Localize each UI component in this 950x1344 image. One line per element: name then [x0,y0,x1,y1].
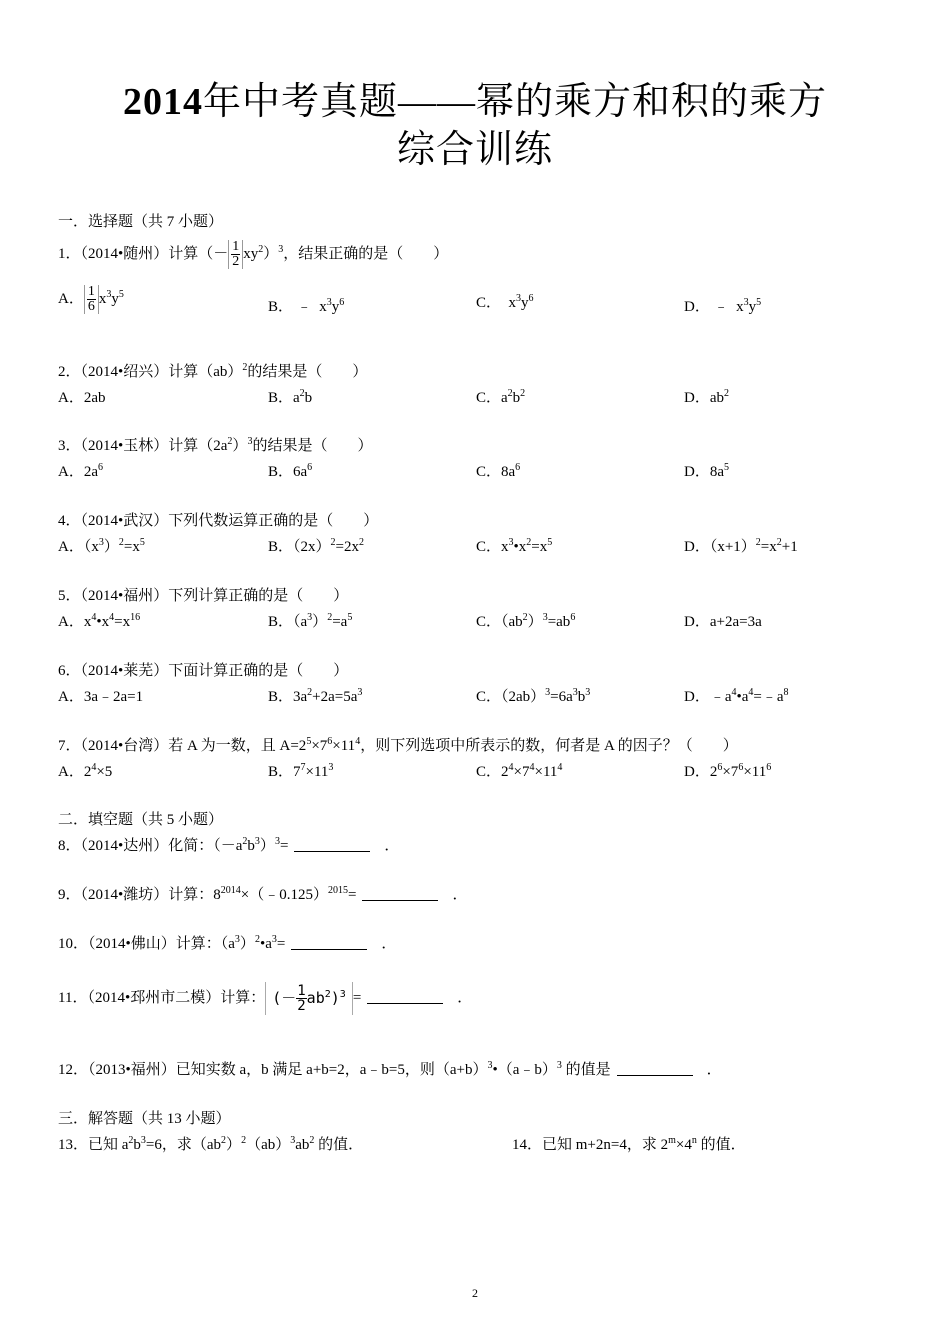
q7-option-d: D．$2^6\times 7^6\times 11^6$ [684,762,772,780]
q4-option-a: A．$(x^3)^2=x^5$ [58,537,145,555]
section-heading-choice: 一．选择题（共 7 小题） [58,214,224,230]
q1-option-b: B． ﹣ $x^3y^6$ [268,297,345,315]
question-12: 12．（2013•福州）已知实数 a，b 满足 a+b=2，a﹣b=5，则$(a+b)^3•(a﹣b)^3$ 的值是 ． [58,1060,722,1078]
q2-option-d: D．$ab^2$ [684,388,729,406]
answer-blank[interactable] [617,1061,693,1076]
question-10: 10．（2014•佛山）计算：$(a^3)^2•a^3=$ ． [58,934,397,952]
question-1: 1．（2014•随州）计算（－ $\frac{1}{2}$ $xy^2)^3$，结果正确的是（ ） [58,239,449,269]
q4-option-b: B．$(2x)^2=2x^2$ [268,537,364,555]
q2-option-b: B．$a^2b$ [268,388,313,406]
question-2: 2．（2014•绍兴）计算（ab）$^2$的结果是（ ） [58,362,368,380]
q5-option-b: B．$(a^3)^2=a^5$ [268,612,353,630]
answer-blank[interactable] [291,935,367,950]
q1-option-d: D． ﹣ $x^3y^5$ [684,297,762,315]
question-4: 4．（2014•武汉）下列代数运算正确的是（ ） [58,513,379,529]
q1-option-a: A． $\frac{1}{6}$ $x^3y^5$ [58,284,124,314]
title-year: 2014 [122,81,203,123]
question-6: 6．（2014•莱芜）下面计算正确的是（ ） [58,663,349,679]
title-text: 年中考真题——幂的乘方和积的乘方 [202,81,827,123]
page-title [0,70,950,125]
q3-option-c: C．$8a^6$ [476,462,521,480]
q3-option-b: B．$6a^6$ [268,462,313,480]
question-11: 11．（2014•邳州市二模）计算： (－ $\frac{1}{2}$ $ab^2)^3$ = ． [58,983,473,1014]
q6-option-a: A．3a﹣2a=1 [58,689,144,705]
page-number: 2 [472,1286,478,1300]
q6-option-b: B．$3a^2+2a=5a^3$ [268,687,363,705]
question-7: 7．（2014•台湾）若 A 为一数，且 $A=2^5\times 7^6\times 11^4$，则下列选项中所表示的数，何者是 A 的因子？（ ） [58,736,738,754]
q7-option-c: C．$2^4\times 7^4\times 11^4$ [476,762,563,780]
q1-option-c: C． $x^3y^6$ [476,293,534,311]
q2-option-a: A．2ab [58,390,106,406]
q3-option-a: A．$2a^6$ [58,462,103,480]
q5-option-c: C．$(ab^2)^3=ab^6$ [476,612,576,630]
q3-option-d: D．$8a^5$ [684,462,729,480]
section-heading-solve: 三．解答题（共 13 小题） [58,1111,231,1127]
q7-option-a: A．$2^4\times 5$ [58,762,113,780]
q5-option-d: D．a+2a=3a [684,614,762,630]
math-expression-image: (－ $\frac{1}{2}$ $ab^2)^3$ [265,982,353,1015]
question-14: 14．已知 m+2n=4，求 $2^m\times 4^n$ 的值． [512,1135,746,1153]
q6-option-d: D．$﹣a^4•a^4=﹣a^8$ [684,687,789,705]
question-8: 8．（2014•达州）化简：$(-a^2b^3)^3=$ ． [58,836,400,854]
section-heading-fill: 二．填空题（共 5 小题） [58,812,224,828]
q5-option-a: A．$x^4•x^4=x^{16}$ [58,612,141,630]
question-5: 5．（2014•福州）下列计算正确的是（ ） [58,588,349,604]
q4-option-d: D．$(x+1)^2=x^2+1$ [684,537,798,555]
answer-blank[interactable] [362,886,438,901]
q4-option-c: C．$x^3•x^2=x^5$ [476,537,553,555]
question-13: 13．已知 $a^2b^3=6$，求$(ab^2)^2(ab)^3ab^2$ 的值． [58,1135,364,1153]
question-3: 3．（2014•玉林）计算$(2a^2)^3$的结果是（ ） [58,436,373,454]
q2-option-c: C．$a^2b^2$ [476,388,526,406]
question-9: 9．（2014•潍坊）计算：$8^{2014}\times(﹣0.125)^{2015}=$ ． [58,885,468,903]
page-subtitle: 综合训练 [396,129,553,171]
answer-blank[interactable] [367,989,443,1004]
q7-option-b: B．$7^7\times 11^3$ [268,762,334,780]
q6-option-c: C．$(2ab)^3=6a^3b^3$ [476,687,591,705]
fraction: $\frac{1}{2}$ [232,239,240,269]
answer-blank[interactable] [294,837,370,852]
